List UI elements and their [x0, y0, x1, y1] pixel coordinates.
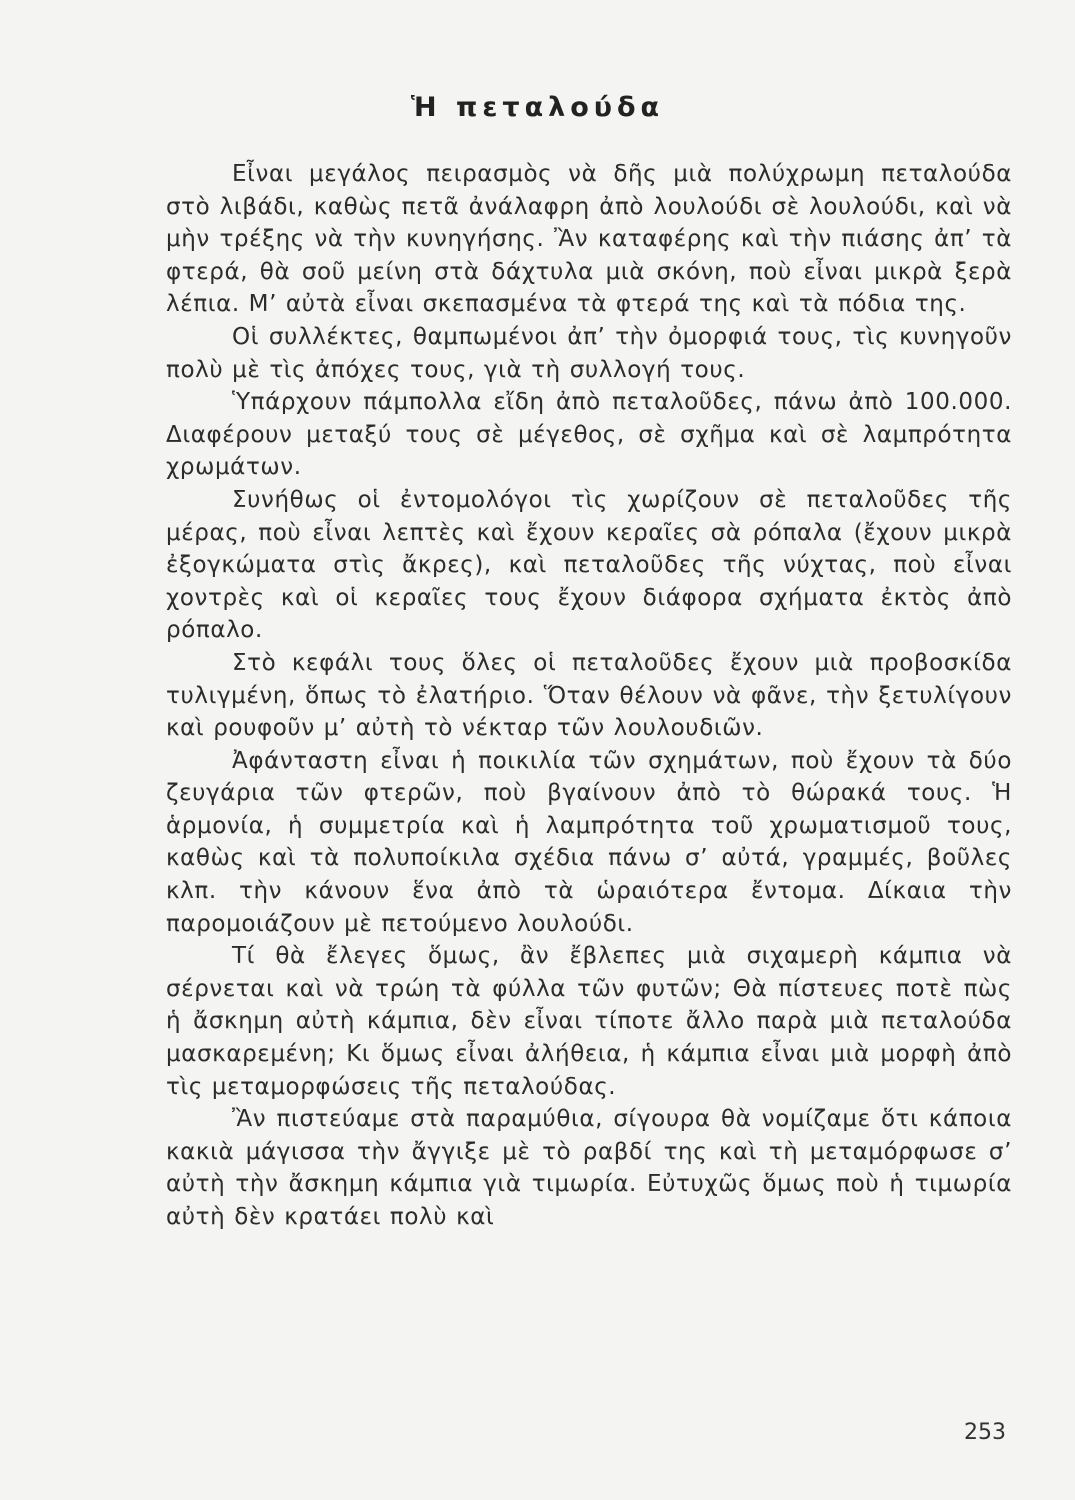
page-number: 253	[964, 1420, 1006, 1445]
paragraph-6: Ἀφάνταστη εἶναι ἡ ποικιλία τῶν σχημάτων, ποὺ ἔχουν τὰ δύο ζευγάρια τῶν φτερῶν, ποὺ βγαίνουν ἀπὸ τὸ θώρακά τους. Ἡ ἁρμονία, ἡ συμμετρία καὶ ἡ λαμπρότητα τοῦ χρωματισμοῦ τους, καθὼς καὶ τὰ πολυποίκιλα σχέδια πάνω σ’ αὐτά, γραμμές, βοῦλες κλπ. τὴν κάνουν ἕνα ἀπὸ τὰ ὡραιότερα ἔντομα. Δίκαια τὴν παρομοιάζουν μὲ πετούμενο λουλούδι.	[166, 747, 1012, 937]
paragraph-5: Στὸ κεφάλι τους ὅλες οἱ πεταλοῦδες ἔχουν μιὰ προβοσκίδα τυλιγμένη, ὅπως τὸ ἐλατήριο. Ὅταν θέλουν νὰ φᾶνε, τὴν ξετυλίγουν καὶ ρουφοῦν μ’ αὐτὴ τὸ νέκταρ τῶν λουλουδιῶν.	[166, 649, 1012, 742]
body-text	[166, 158, 1012, 1234]
paragraph-3: Ὑπάρχουν πάμπολλα εἴδη ἀπὸ πεταλοῦδες, πάνω ἀπὸ 100.000. Διαφέρουν μεταξύ τους σὲ μέγεθος, σὲ σχῆμα καὶ σὲ λαμπρότητα χρωμάτων.	[166, 389, 1012, 481]
paragraph-2: Οἱ συλλέκτες, θαμπωμένοι ἀπ’ τὴν ὀμορφιά τους, τὶς κυνηγοῦν πολὺ μὲ τὶς ἀπόχες τους, γιὰ τὴ συλλογή τους.	[166, 323, 1012, 383]
paragraph-1: Εἶναι μεγάλος πειρασμὸς νὰ δῆς μιὰ πολύχρωμη πεταλούδα στὸ λιβάδι, καθὼς πετᾶ ἀνάλαφρη ἀπὸ λουλούδι σὲ λουλούδι, καὶ νὰ μὴν τρέξης νὰ τὴν κυνηγήσης. Ἂν καταφέρης καὶ τὴν πιάσης ἀπ’ τὰ φτερά, θὰ σοῦ μείνη στὰ δάχτυλα μιὰ σκόνη, ποὺ εἶναι μικρὰ ξερὰ λέπια. Μ’ αὐτὰ εἶναι σκεπασμένα τὰ φτερά της καὶ τὰ πόδια της.	[166, 161, 1012, 318]
paragraph-7: Τί θὰ ἔλεγες ὅμως, ἂν ἔβλεπες μιὰ σιχαμερὴ κάμπια νὰ σέρνεται καὶ νὰ τρώη τὰ φύλλα τῶν φυτῶν; Θὰ πίστευες ποτὲ πὼς ἡ ἄσκημη αὐτὴ κάμπια, δὲν εἶναι τίποτε ἄλλο παρὰ μιὰ πεταλούδα μασκαρεμένη; Κι ὅμως εἶναι ἀλήθεια, ἡ κάμπια εἶναι μιὰ μορφὴ ἀπὸ τὶς μεταμορφώσεις τῆς πεταλούδας.	[166, 943, 1012, 1100]
paragraph-8: Ἂν πιστεύαμε στὰ παραμύθια, σίγουρα θὰ νομίζαμε ὅτι κάποια κακιὰ μάγισσα τὴν ἄγγιξε μὲ τὸ ραβδί της καὶ τὴ μεταμόρφωσε σ’ αὐτὴ τὴν ἄσκημη κάμπια γιὰ τιμωρία. Εὐτυχῶς ὅμως ποὺ ἡ τιμωρία αὐτὴ δὲν κρατάει πολὺ καὶ	[166, 1106, 1012, 1230]
chapter-title: Ἡ πεταλούδα	[410, 92, 665, 123]
paragraph-4: Συνήθως οἱ ἐντομολόγοι τὶς χωρίζουν σὲ πεταλοῦδες τῆς μέρας, ποὺ εἶναι λεπτὲς καὶ ἔχουν κεραῖες σὰ ρόπαλα (ἔχουν μικρὰ ἐξογκώματα στὶς ἄκρες), καὶ πεταλοῦδες τῆς νύχτας, ποὺ εἶναι χοντρὲς καὶ οἱ κεραῖες τους ἔχουν διάφορα σχήματα ἐκτὸς ἀπὸ ρόπαλο.	[166, 486, 1012, 644]
